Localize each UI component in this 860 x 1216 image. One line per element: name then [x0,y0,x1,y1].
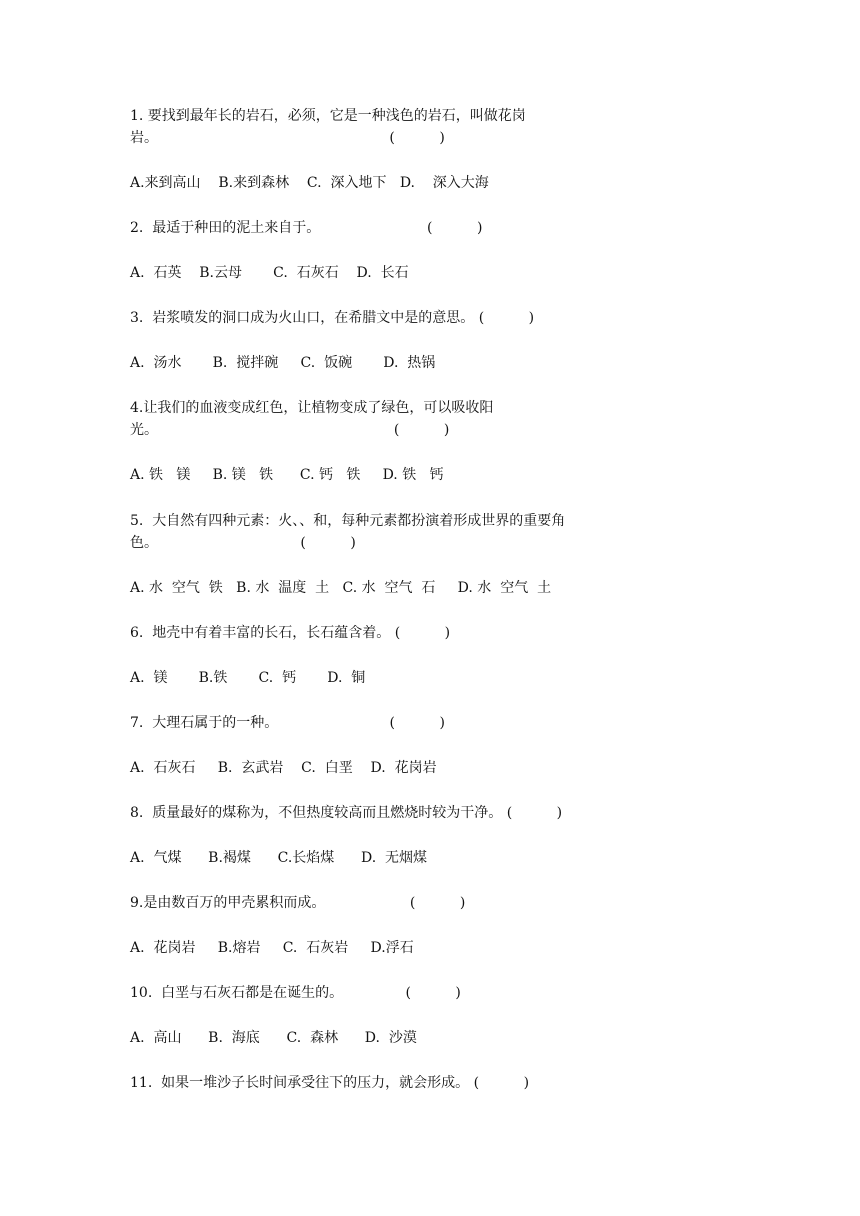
question-2-stem: 2. 最适于种田的泥土来自于。 ( ) [130,220,483,236]
question-8-stem: 8. 质量最好的煤称为，不但热度较高而且燃烧时较为干净。 ( ) [130,805,563,821]
question-10-stem: 10. 白垩与石灰石都是在诞生的。 ( ) [130,985,461,1001]
question-2-options: A. 石英 B.云母 C. 石灰石 D. 长石 [130,265,409,281]
question-4-stem-line-1: 4.让我们的血液变成红色，让植物变成了绿色，可以吸收阳 [130,400,494,416]
question-7-options: A. 石灰石 B. 玄武岩 C. 白垩 D. 花岗岩 [130,760,437,776]
question-6-stem: 6. 地壳中有着丰富的长石，长石蕴含着。 ( ) [130,625,451,641]
question-1-stem-line-1: 1. 要找到最年长的岩石，必须，它是一种浅色的岩石，叫做花岗 [130,108,526,124]
question-3-stem: 3. 岩浆喷发的洞口成为火山口，在希腊文中是的意思。 ( ) [130,310,535,326]
question-7-stem: 7. 大理石属于的一种。 ( ) [130,715,445,731]
question-3-options: A. 汤水 B. 搅拌碗 C. 饭碗 D. 热锅 [130,355,436,371]
question-1-stem-line-2: 岩。 ( ) [130,130,445,146]
question-8-options: A. 气煤 B.褐煤 C.长焰煤 D. 无烟煤 [130,850,428,866]
question-4-options: A. 铁 镁 B. 镁 铁 C. 钙 铁 D. 铁 钙 [130,467,444,483]
question-10-options: A. 高山 B. 海底 C. 森林 D. 沙漠 [130,1030,417,1046]
question-5-stem-line-2: 色。 ( ) [130,535,356,551]
question-5-stem-line-1: 5. 大自然有四种元素：火、、和，每种元素都扮演着形成世界的重要角 [130,513,566,529]
question-1-options: A.来到高山 B.来到森林 C. 深入地下 D. 深入大海 [130,175,489,191]
question-5-options: A. 水 空气 铁 B. 水 温度 土 C. 水 空气 石 D. 水 空气 土 [130,580,552,596]
question-4-stem-line-2: 光。 ( ) [130,422,450,438]
question-9-options: A. 花岗岩 B.熔岩 C. 石灰岩 D.浮石 [130,940,414,956]
question-9-stem: 9.是由数百万的甲壳累积而成。 ( ) [130,895,466,911]
question-6-options: A. 镁 B.铁 C. 钙 D. 铜 [130,670,366,686]
question-11-stem: 11. 如果一堆沙子长时间承受往下的压力，就会形成。 ( ) [130,1075,530,1091]
